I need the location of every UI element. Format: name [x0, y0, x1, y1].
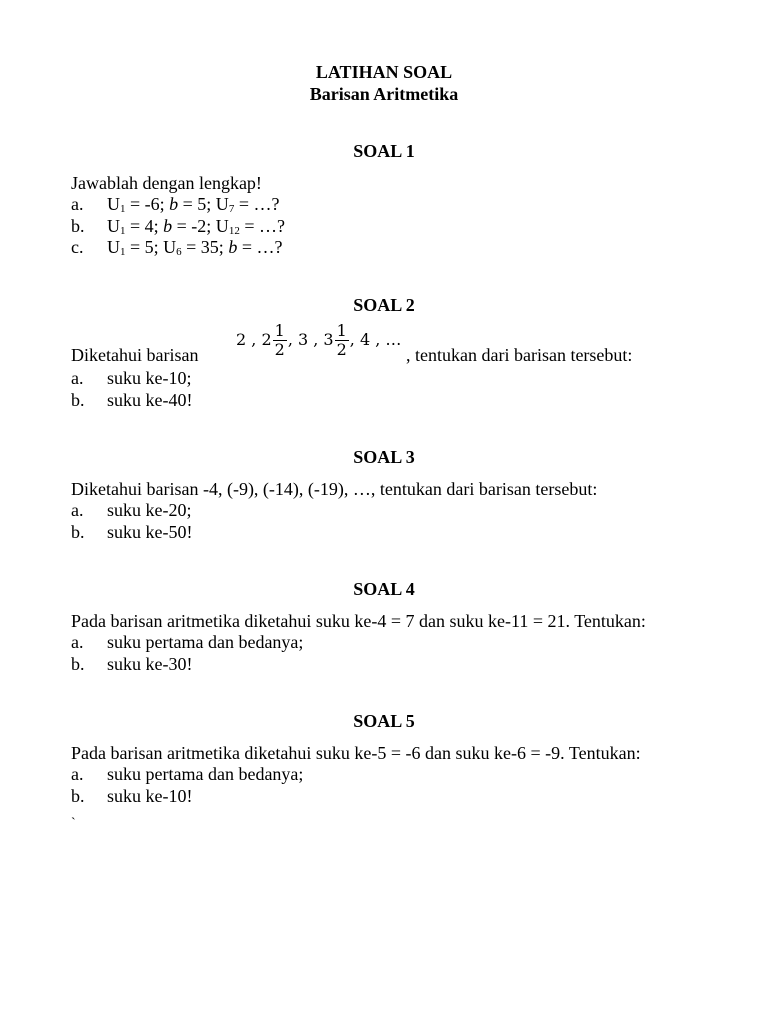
soal-4-heading: SOAL 4 [353, 579, 415, 599]
list-item: a. suku ke-20; [71, 500, 192, 520]
worksheet-page [71, 62, 697, 835]
sequence-block [71, 316, 697, 368]
soal-1-intro: Jawablah dengan lengkap! [71, 172, 262, 193]
list-item: c. $U_1 = 5$; $U_6 = 35$; b = …? [71, 237, 283, 258]
list-item: b. suku ke-50! [71, 521, 193, 542]
soal-1-heading: SOAL 1 [353, 141, 415, 161]
soal-2-section [71, 295, 697, 412]
fraction-half: $\frac{1}{2}$ [274, 320, 285, 359]
soal-5-heading: SOAL 5 [353, 711, 415, 731]
list-item: b. $U_1 = 4$; b = -2; $U_{12}$ = …? [71, 215, 285, 237]
stray-mark: ` [71, 816, 76, 831]
soal-2-prefix: Diketahui barisan [71, 345, 199, 365]
soal-4-section [71, 579, 697, 675]
soal-3-heading: SOAL 3 [353, 447, 415, 467]
list-item: b. suku ke-10! [71, 785, 193, 806]
soal-4-intro: Pada barisan aritmetika diketahui suku ke-4 = 7 dan suku ke-11 = 21. Tentukan: [71, 610, 646, 631]
list-item: b. suku ke-40! [71, 389, 193, 410]
soal-3-section [71, 447, 697, 543]
list-item: b. suku ke-30! [71, 653, 193, 674]
soal-2-suffix: , tentukan dari barisan tersebut: [406, 345, 633, 365]
list-item: a. suku pertama dan bedanya; [71, 764, 304, 784]
document-title: LATIHAN SOAL [315, 62, 453, 82]
soal-5-section [71, 711, 697, 835]
sequence-formula: 2 , 2 $\frac{1}{2}$ , 3 , 3 $\frac{1}{2}$ , 4 , … [236, 320, 402, 359]
document-subtitle: Barisan Aritmetika [309, 83, 459, 104]
soal-1-section [71, 141, 697, 259]
soal-3-intro: Diketahui barisan -4, (-9), (-14), (-19), …, tentukan dari barisan tersebut: [71, 478, 598, 499]
list-item: a. $U_1 = -6$; b = 5; $U_7$ = …? [71, 194, 280, 215]
list-item: a. suku pertama dan bedanya; [71, 632, 304, 652]
fraction-half: $\frac{1}{2}$ [336, 320, 347, 359]
list-item: a. suku ke-10; [71, 368, 192, 388]
soal-2-heading: SOAL 2 [353, 294, 415, 315]
soal-5-intro: Pada barisan aritmetika diketahui suku ke-5 = -6 dan suku ke-6 = -9. Tentukan: [71, 742, 641, 763]
